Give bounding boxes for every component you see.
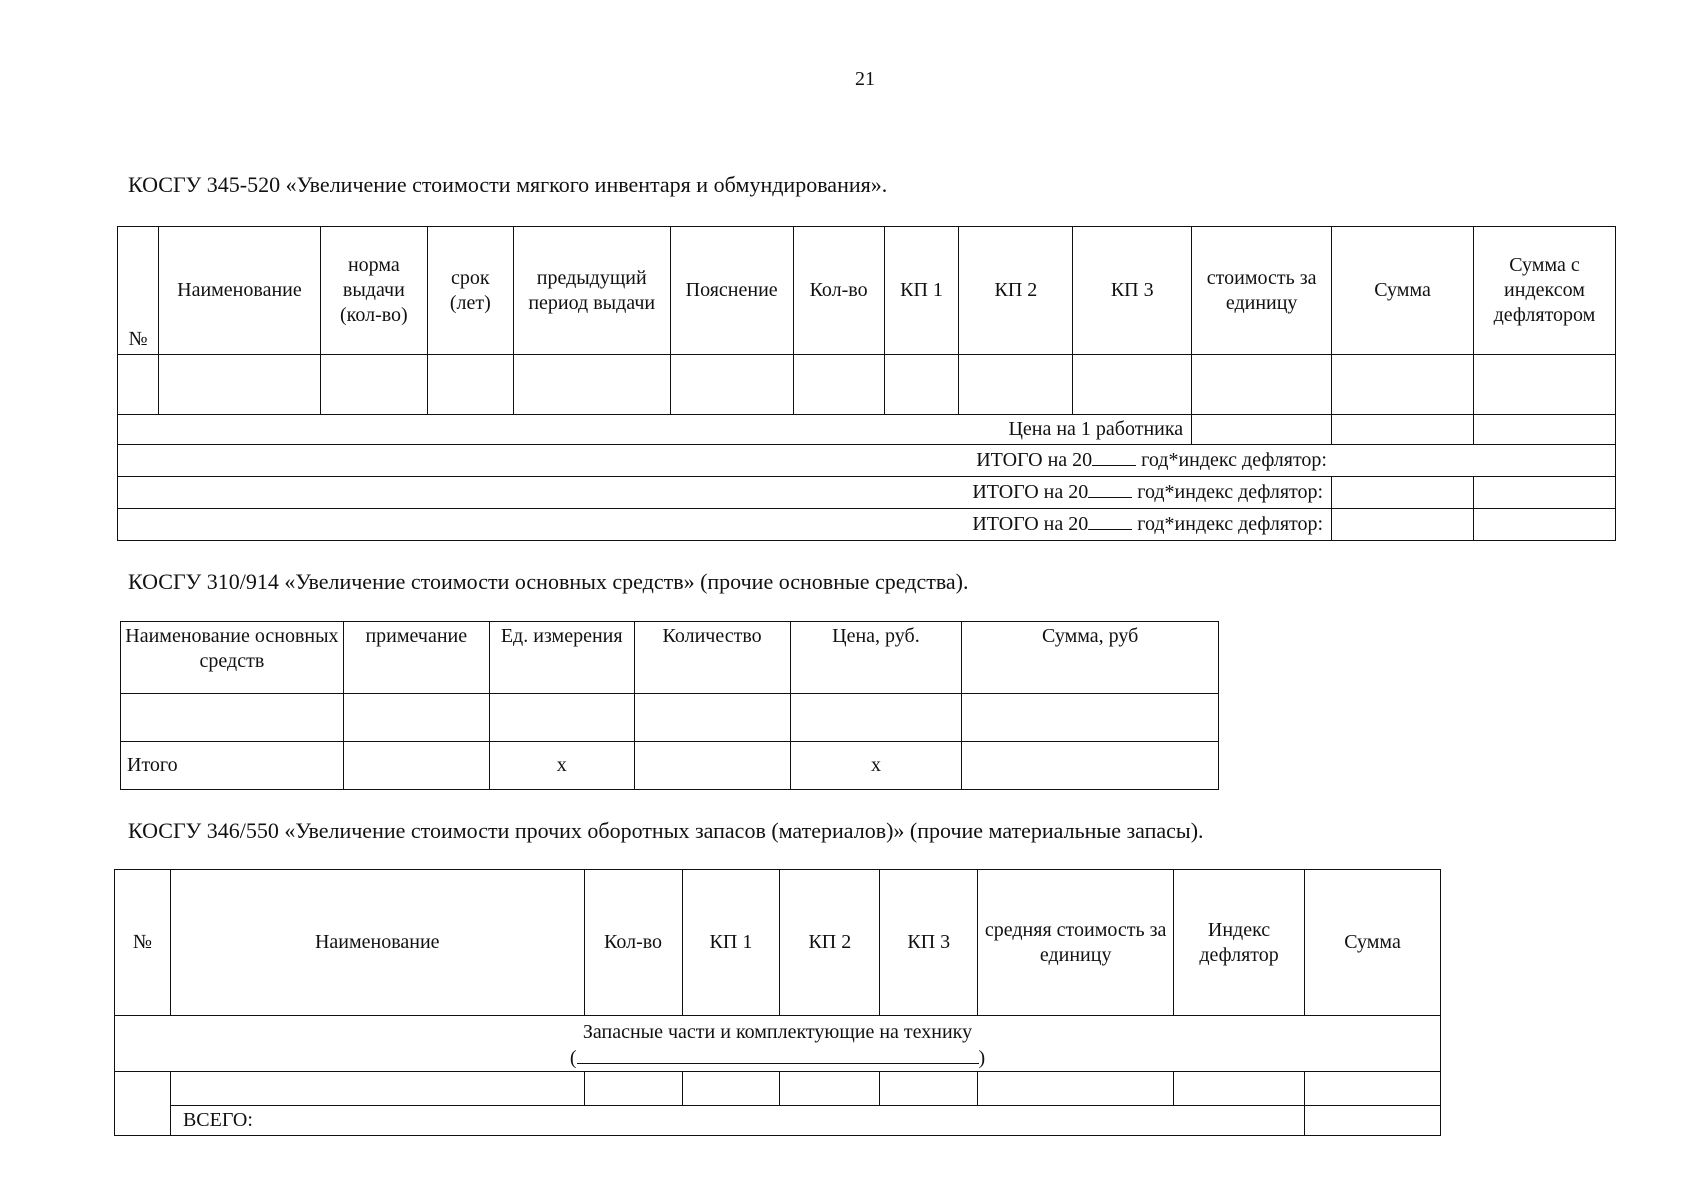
header-qty: Кол-во xyxy=(584,870,682,1016)
header-num: № xyxy=(118,227,159,355)
section1-table xyxy=(117,226,1616,541)
spare-parts-label: Запасные части и комплектующие на технику xyxy=(582,1021,973,1043)
header-prev-period: предыдущий период выдачи xyxy=(513,227,670,355)
header-note: примечание xyxy=(343,622,489,694)
x-mark: х xyxy=(489,742,634,790)
total-label: Итого xyxy=(121,742,344,790)
header-qty: Кол-во xyxy=(793,227,884,355)
section3-heading: КОСГУ 346/550 «Увеличение стоимости прочих оборотных запасов (материалов)» (прочие материальные запасы). xyxy=(128,818,1204,843)
header-unit: Ед. измерения xyxy=(489,622,634,694)
header-kp1: КП 1 xyxy=(682,870,780,1016)
header-kp3: КП 3 xyxy=(880,870,978,1016)
header-name: Наименование xyxy=(158,227,320,355)
table-row xyxy=(115,1072,1441,1106)
section1-heading: КОСГУ 345-520 «Увеличение стоимости мягкого инвентаря и обмундирования». xyxy=(128,172,888,197)
total-row xyxy=(115,1106,1441,1136)
header-kp1: КП 1 xyxy=(884,227,959,355)
header-sum: Сумма, руб xyxy=(962,622,1219,694)
price-per-worker-row xyxy=(118,415,1616,445)
spare-parts-cell xyxy=(115,1016,1441,1072)
x-mark: х xyxy=(790,742,962,790)
header-kp3: КП 3 xyxy=(1073,227,1192,355)
total-label: ИТОГО на 20 год*индекс дефлятор: xyxy=(118,509,1332,541)
header-avg-cost: средняя стоимость за единицу xyxy=(978,870,1174,1016)
total-row xyxy=(121,742,1219,790)
total-label: ИТОГО на 20 год*индекс дефлятор: xyxy=(118,477,1332,509)
header-unit-cost: стоимость за единицу xyxy=(1192,227,1332,355)
header-term: срок (лет) xyxy=(427,227,513,355)
total-label: ВСЕГО: xyxy=(170,1106,1304,1136)
total-label: ИТОГО на 20 год*индекс дефлятор: xyxy=(118,445,1616,477)
table-row xyxy=(121,694,1219,742)
header-deflator: Индекс дефлятор xyxy=(1174,870,1305,1016)
header-quantity: Количество xyxy=(634,622,790,694)
spare-parts-row xyxy=(115,1016,1441,1072)
header-asset-name: Наименование основных средств xyxy=(121,622,344,694)
table-row xyxy=(118,355,1616,415)
total-row xyxy=(118,477,1616,509)
total-row xyxy=(118,509,1616,541)
section3-table xyxy=(114,869,1441,1136)
section2-heading: КОСГУ 310/914 «Увеличение стоимости основных средств» (прочие основные средства). xyxy=(128,569,969,594)
header-sum: Сумма xyxy=(1305,870,1441,1016)
header-name: Наименование xyxy=(170,870,584,1016)
header-sum-deflator: Сумма с индексом дефлятором xyxy=(1473,227,1615,355)
price-per-worker-label: Цена на 1 работника xyxy=(118,415,1192,445)
page-number: 21 xyxy=(855,68,875,90)
total-row xyxy=(118,445,1616,477)
header-kp2: КП 2 xyxy=(780,870,880,1016)
header-kp2: КП 2 xyxy=(959,227,1073,355)
header-sum: Сумма xyxy=(1332,227,1474,355)
spare-parts-blank: ( ) xyxy=(569,1047,986,1069)
header-norm: норма выдачи (кол-во) xyxy=(320,227,427,355)
section2-table xyxy=(120,621,1219,790)
header-num: № xyxy=(115,870,171,1016)
header-explanation: Пояснение xyxy=(670,227,793,355)
header-price: Цена, руб. xyxy=(790,622,962,694)
